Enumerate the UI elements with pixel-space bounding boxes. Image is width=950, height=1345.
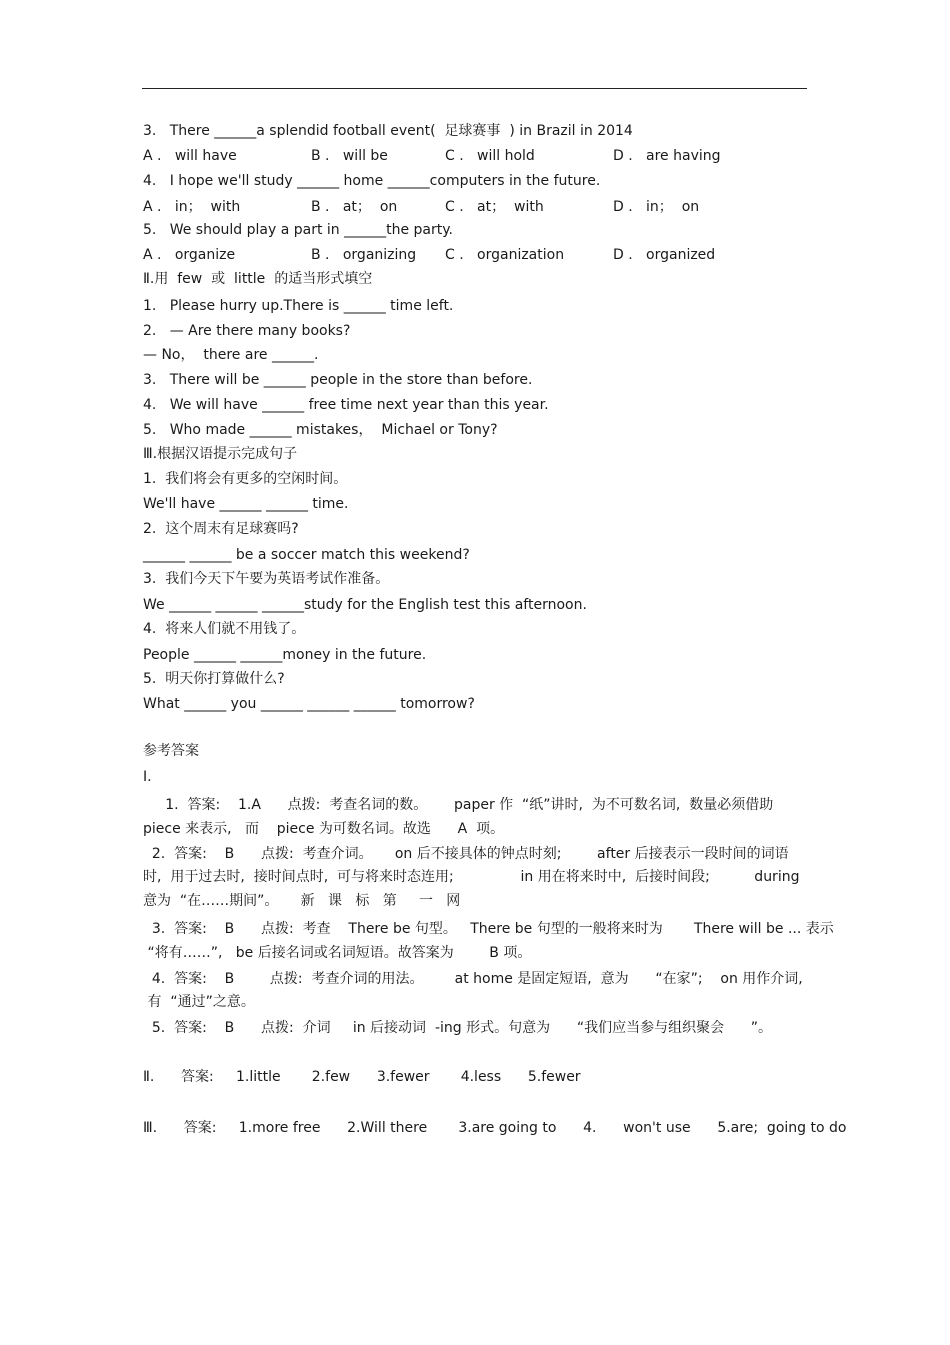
section-3-line: We'll have ______ ______ time. bbox=[143, 496, 349, 512]
question-3-stem: 3. There ______a splendid football event( 足球赛事 ) in Brazil in 2014 bbox=[143, 123, 633, 139]
section-3-line: 4. 将来人们就不用钱了。 bbox=[143, 621, 306, 637]
question-4-option-d: D . in； on bbox=[613, 199, 700, 215]
section-2-title: Ⅱ.用 few 或 little 的适当形式填空 bbox=[143, 271, 373, 287]
answer-line: 有 “通过”之意。 bbox=[143, 994, 255, 1010]
section-3-line: What ______ you ______ ______ ______ tomorrow? bbox=[143, 696, 475, 712]
answers-section-3: Ⅲ. 答案: 1.more free 2.Will there 3.are going to 4. won't use 5.are; going to do bbox=[143, 1120, 847, 1136]
question-4-stem: 4. I hope we'll study ______ home ______computers in the future. bbox=[143, 173, 601, 189]
question-3-option-b: B . will be bbox=[311, 148, 388, 164]
section-3-line: We ______ ______ ______study for the English test this afternoon. bbox=[143, 597, 587, 613]
answer-line: 1. 答案: 1.A 点拨: 考查名词的数。 paper 作 “纸”讲时, 为不可数名词, 数量必须借助 bbox=[143, 797, 774, 813]
answers-section-2: Ⅱ. 答案: 1.little 2.few 3.fewer 4.less 5.fewer bbox=[143, 1069, 581, 1085]
section-2-line: 2. — Are there many books? bbox=[143, 323, 351, 339]
section-2-line: — No， there are ______. bbox=[143, 347, 319, 363]
answer-line: 时, 用于过去时, 接时间点时, 可与将来时态连用; in 用在将来时中, 后接时间段; during bbox=[143, 869, 800, 885]
section-2-line: 5. Who made ______ mistakes， Michael or Tony? bbox=[143, 422, 498, 438]
section-3-title: Ⅲ.根据汉语提示完成句子 bbox=[143, 446, 298, 462]
question-5-option-c: C . organization bbox=[445, 247, 565, 263]
question-5-option-b: B . organizing bbox=[311, 247, 417, 263]
answer-line: piece 来表示, 而 piece 为可数名词。故选 A 项。 bbox=[143, 821, 505, 837]
question-5-option-d: D . organized bbox=[613, 247, 716, 263]
question-4-option-c: C . at； with bbox=[445, 199, 544, 215]
answers-heading: 参考答案 bbox=[143, 743, 199, 759]
question-3-option-d: D . are having bbox=[613, 148, 721, 164]
section-2-line: 1. Please hurry up.There is ______ time left. bbox=[143, 298, 454, 314]
answer-line: “将有……”, be 后接名词或名词短语。故答案为 B 项。 bbox=[143, 945, 532, 961]
section-3-line: ______ ______ be a soccer match this weekend? bbox=[143, 547, 470, 563]
header-rule bbox=[142, 88, 807, 89]
answer-line: 2. 答案: B 点拨: 考查介词。 on 后不接具体的钟点时刻; after 后接表示一段时间的词语 bbox=[143, 846, 789, 862]
section-3-line: 3. 我们今天下午要为英语考试作准备。 bbox=[143, 571, 390, 587]
answers-section-1-label: Ⅰ. bbox=[143, 769, 152, 785]
answer-line: 3. 答案: B 点拨: 考查 There be 句型。 There be 句型的一般将来时为 There will be ... 表示 bbox=[143, 921, 834, 937]
question-5-stem: 5. We should play a part in ______the party. bbox=[143, 222, 453, 238]
question-5-option-a: A . organize bbox=[143, 247, 236, 263]
answer-line: 4. 答案: B 点拨: 考查介词的用法。 at home 是固定短语, 意为 “在家”; on 用作介词, bbox=[143, 971, 803, 987]
question-4-option-b: B . at； on bbox=[311, 199, 398, 215]
answer-line: 5. 答案: B 点拨: 介词 in 后接动词 -ing 形式。句意为 “我们应当参与组织聚会 ”。 bbox=[143, 1020, 773, 1036]
question-3-option-a: A . will have bbox=[143, 148, 237, 164]
answer-line: 意为 “在……期间”。 新 课 标 第 一 网 bbox=[143, 893, 461, 909]
question-4-option-a: A . in； with bbox=[143, 199, 241, 215]
section-3-line: People ______ ______money in the future. bbox=[143, 647, 427, 663]
section-2-line: 4. We will have ______ free time next year than this year. bbox=[143, 397, 549, 413]
section-3-line: 5. 明天你打算做什么? bbox=[143, 671, 285, 687]
section-2-line: 3. There will be ______ people in the store than before. bbox=[143, 372, 533, 388]
section-3-line: 2. 这个周末有足球赛吗? bbox=[143, 521, 299, 537]
section-3-line: 1. 我们将会有更多的空闲时间。 bbox=[143, 471, 348, 487]
question-3-option-c: C . will hold bbox=[445, 148, 535, 164]
